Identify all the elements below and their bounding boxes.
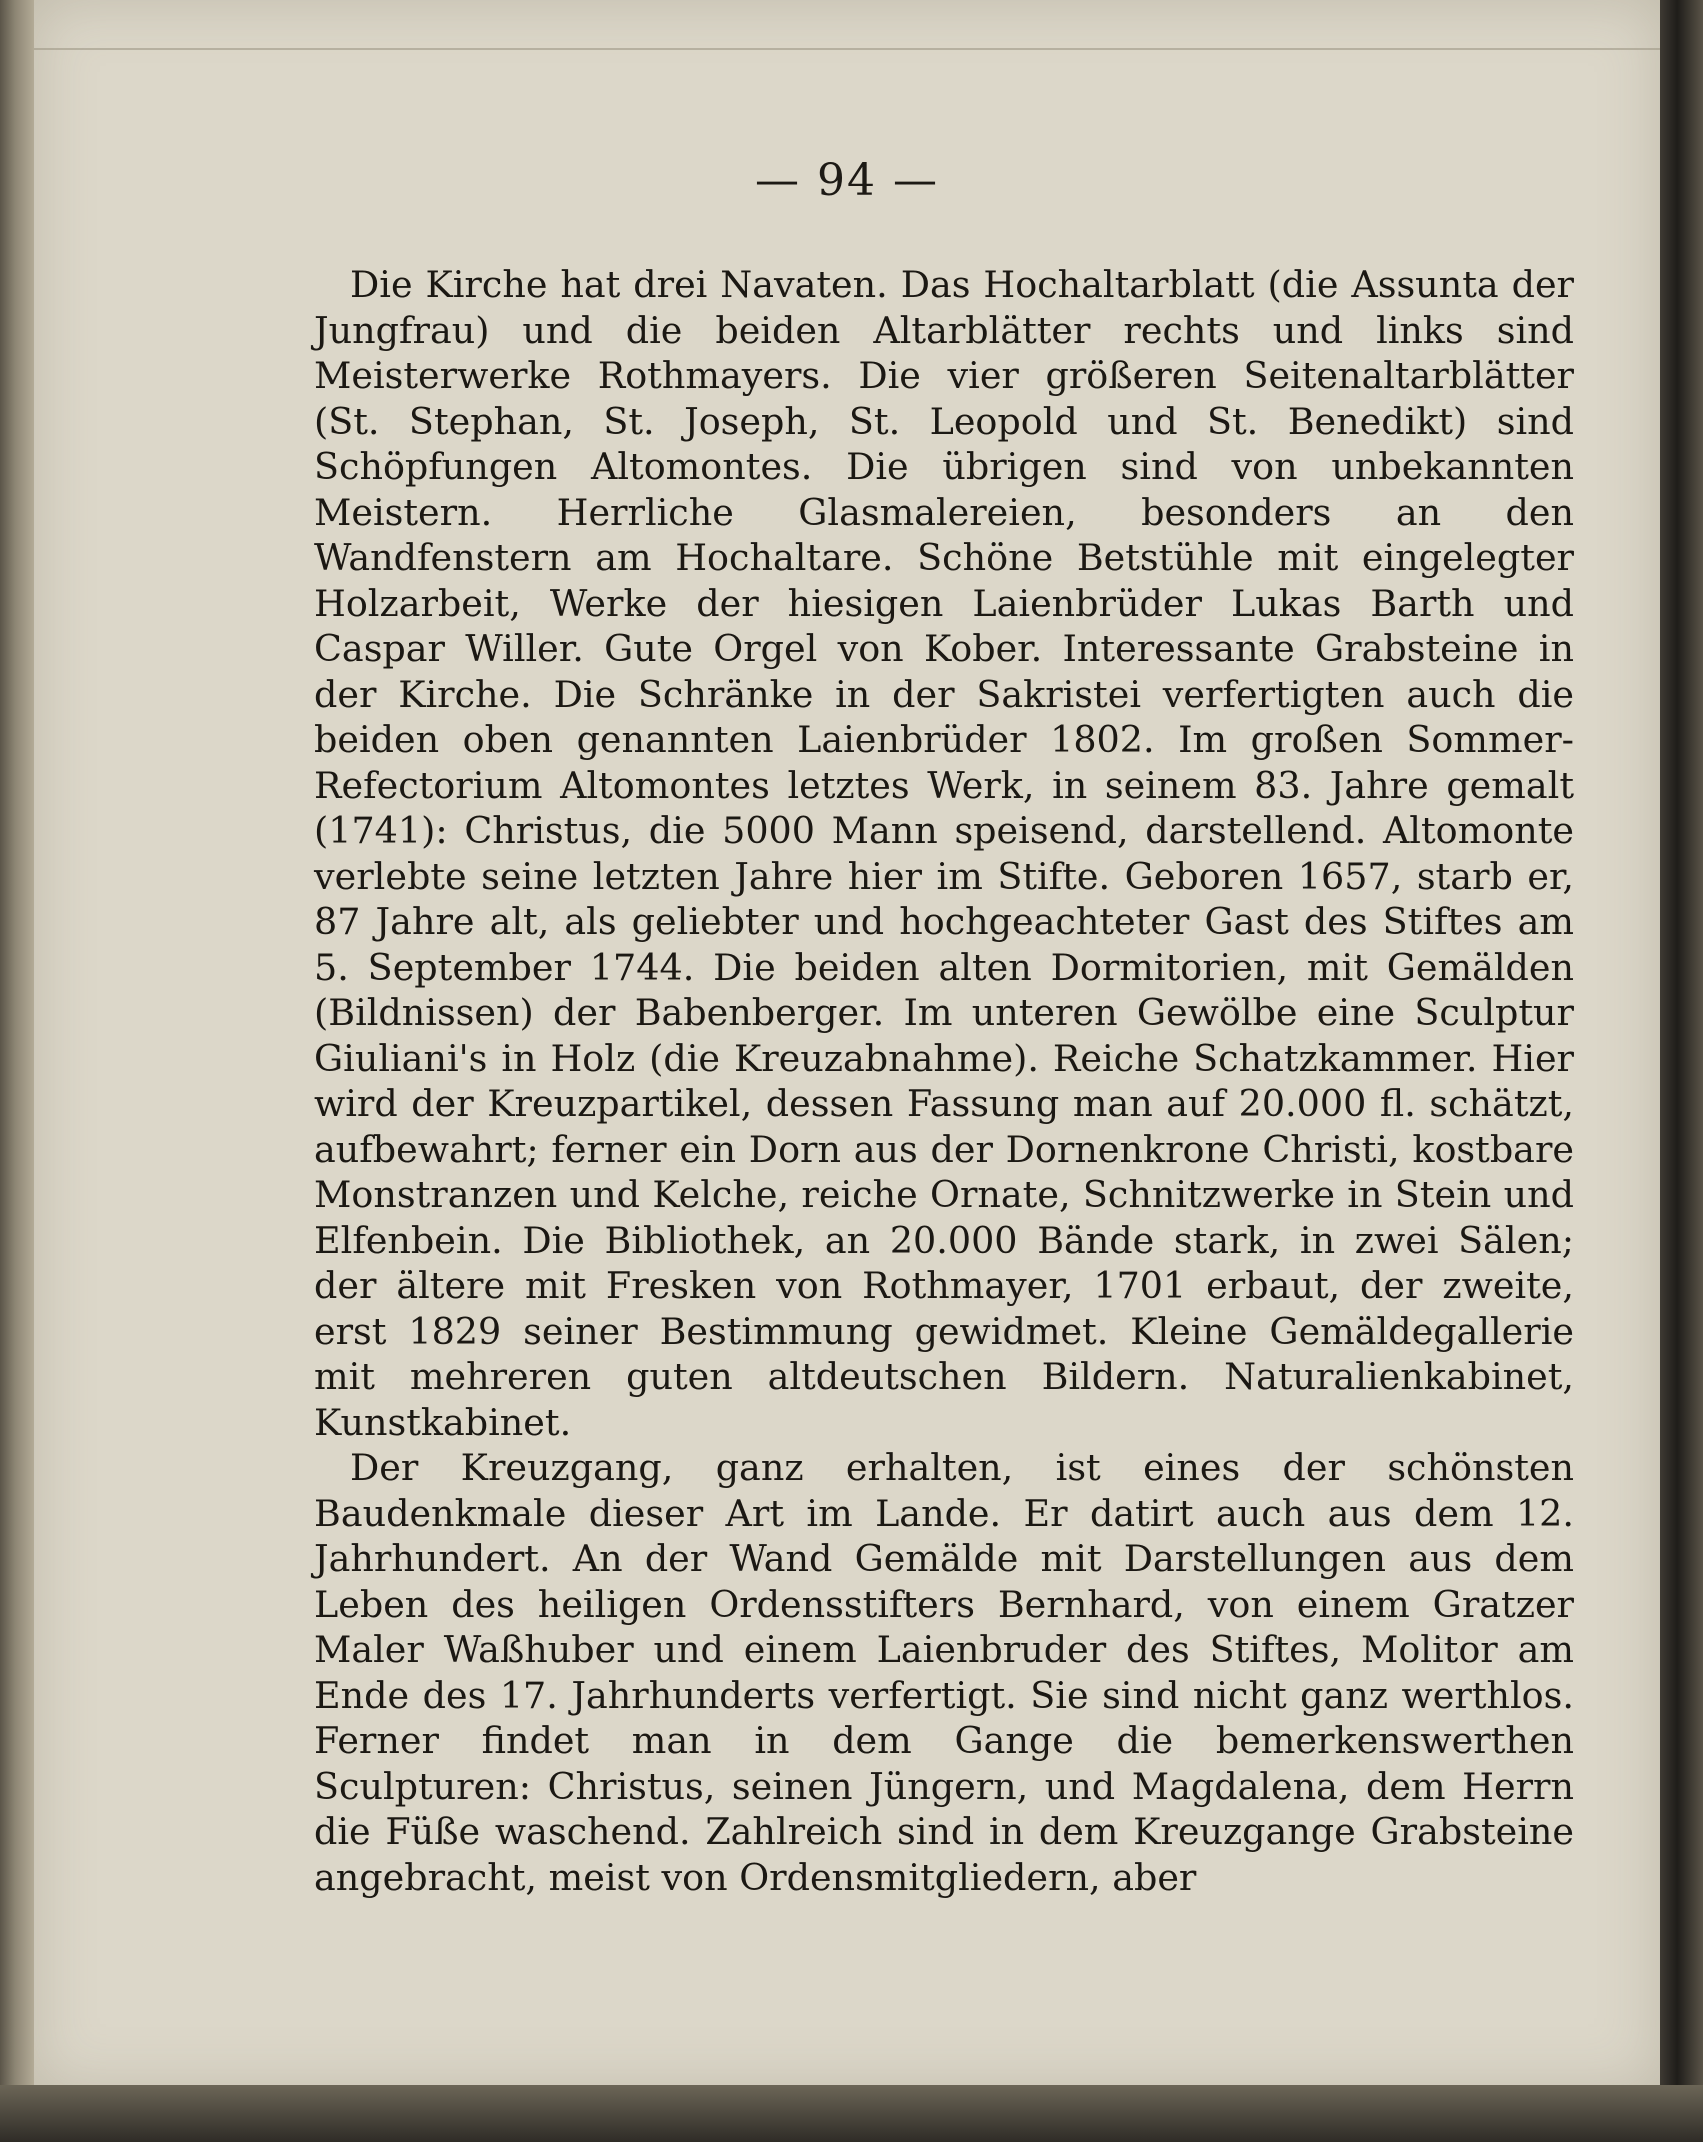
body-text (314, 262, 1574, 1900)
book-binding-bottom (0, 2085, 1703, 2142)
book-spine-edge (0, 0, 34, 2142)
book-fore-edge (1660, 0, 1703, 2090)
paragraph-cloister-description: Der Kreuzgang, ganz erhalten, ist eines der schönsten Baudenkmale dieser Art im Lande. Er datirt auch aus dem 12. Jahrhundert. An der Wand Gemälde mit Darstellungen aus dem Leben des heiligen Ordensstifters Bernhard, von einem Gratzer Maler Waßhuber und einem Laienbruder des Stiftes, Molitor am Ende des 17. Jahrhunderts verfertigt. Sie sind nicht ganz werthlos. Ferner findet man in dem Gange die bemerkenswerthen Sculpturen: Christus, seinen Jüngern, und Magdalena, dem Herrn die Füße waschend. Zahlreich sind in dem Kreuzgange Grabsteine angebracht, meist von Ordensmitgliedern, aber (314, 1446, 1574, 1899)
page-number: — 94 — (755, 155, 939, 206)
page-top-rule (34, 48, 1660, 50)
paragraph-church-description: Die Kirche hat drei Navaten. Das Hochaltarblatt (die Assunta der Jungfrau) und die beiden Altarblätter rechts und links sind Meisterwerke Rothmayers. Die vier größeren Seitenaltarblätter (St. Stephan, St. Joseph, St. Leopold und St. Benedikt) sind Schöpfungen Altomontes. Die übrigen sind von unbekannten Meistern. Herrliche Glasmalereien, besonders an den Wandfenstern am Hochaltare. Schöne Betstühle mit eingelegter Holzarbeit, Werke der hiesigen Laienbrüder Lukas Barth und Caspar Willer. Gute Orgel von Kober. Interessante Grabsteine in der Kirche. Die Schränke in der Sakristei verfertigten auch die beiden oben genannten Laienbrüder 1802. Im großen Sommer-Refectorium Altomontes letztes Werk, in seinem 83. Jahre gemalt (1741): Christus, die 5000 Mann speisend, darstellend. Altomonte verlebte seine letzten Jahre hier im Stifte. Geboren 1657, starb er, 87 Jahre alt, als geliebter und hochgeachteter Gast des Stiftes am 5. September 1744. Die beiden alten Dormitorien, mit Gemälden (Bildnissen) der Babenberger. Im unteren Gewölbe eine Sculptur Giuliani's in Holz (die Kreuzabnahme). Reiche Schatzkammer. Hier wird der Kreuzpartikel, dessen Fassung man auf 20.000 fl. schätzt, aufbewahrt; ferner ein Dorn aus der Dornenkrone Christi, kostbare Monstranzen und Kelche, reiche Ornate, Schnitzwerke in Stein und Elfenbein. Die Bibliothek, an 20.000 Bände stark, in zwei Sälen; der ältere mit Fresken von Rothmayer, 1701 erbaut, der zweite, erst 1829 seiner Bestimmung gewidmet. Kleine Gemäldegallerie mit mehreren guten altdeutschen Bildern. Naturalienkabinet, Kunstkabinet. (314, 263, 1574, 1444)
book-page (34, 0, 1660, 2090)
